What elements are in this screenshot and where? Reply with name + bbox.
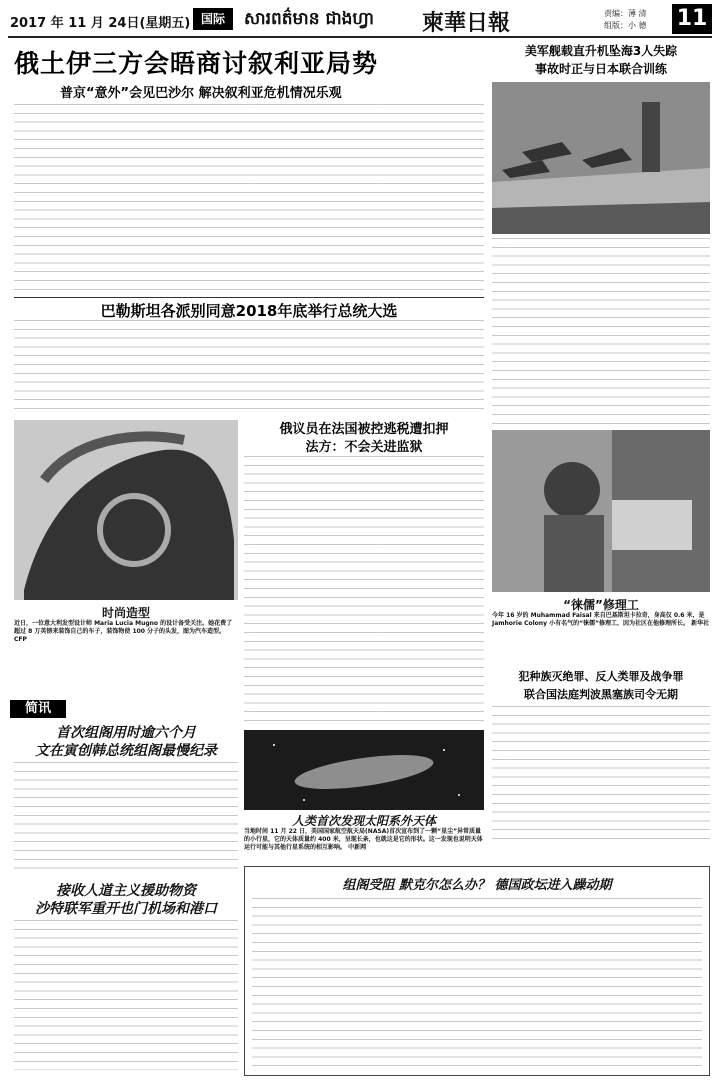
tribunal-headline-2: 联合国法庭判波黑塞族司令无期 bbox=[524, 688, 678, 701]
court-headline-2: 法方：不会关进监狱 bbox=[305, 440, 423, 455]
paper-name: 柬華日報 bbox=[422, 10, 511, 36]
korea-headline-2: 文在寅创韩总统组阁最慢纪录 bbox=[35, 743, 217, 759]
korea-headline-1: 首次组阁用时逾六个月 bbox=[56, 725, 196, 741]
space-photo-caption bbox=[244, 828, 484, 852]
lead-headline: 俄土伊三方会晤商讨叙利亚局势 bbox=[14, 49, 379, 78]
lead-subheadline: 普京“意外”会见巴沙尔 解决叙利亚危机情况乐观 bbox=[60, 86, 342, 101]
editor-1: 责编：薄 清 bbox=[604, 9, 647, 18]
saudi-headline-2: 沙特联军重开也门机场和港口 bbox=[35, 901, 217, 917]
repair-credit: 新华社 bbox=[691, 620, 710, 627]
fashion-credit: CFP bbox=[14, 636, 27, 643]
repair-caption-text: 今年 16 岁的 Muhammad Faisal 来自巴基斯坦卡拉奇，身高仅 0.6 米，是 Jamhorie Colony 小有名气的“徕儒”修理工，因为社区在他修理所长。 bbox=[492, 612, 705, 627]
tribunal-headline-1: 犯种族灭绝罪、反人类罪及战争罪 bbox=[518, 670, 684, 683]
saudi-headline-1: 接收人道主义援助物资 bbox=[56, 883, 196, 899]
tribunal-body-text bbox=[492, 706, 710, 846]
space-credit: 中新网 bbox=[348, 844, 367, 851]
editor-2: 组版：小 德 bbox=[604, 21, 647, 30]
space-object-photo bbox=[244, 730, 484, 810]
repair-boy-photo bbox=[492, 430, 710, 592]
court-headline-1: 俄议员在法国被控逃税遭扣押 bbox=[279, 422, 449, 437]
editors bbox=[604, 8, 647, 32]
issue-date: 2017 年 11 月 24日(星期五) bbox=[10, 16, 191, 31]
fashion-photo-caption bbox=[14, 620, 238, 644]
fashion-photo-title: 时尚造型 bbox=[101, 606, 150, 620]
palestine-body-text bbox=[14, 320, 484, 415]
space-photo-title: 人类首次发现太阳系外天体 bbox=[291, 814, 436, 828]
korea-body-text bbox=[14, 762, 238, 872]
court-body-text bbox=[244, 456, 484, 728]
germany-body-text bbox=[252, 898, 702, 1070]
section-label: 国际 bbox=[193, 8, 233, 30]
space-caption-text: 当地时间 11 月 22 日，美国国家航空航天局(NASA)首次宣布到了一颗“星尘”异常质量的小行星，它的天体质量约 400 米，呈现长条，也就这是它的形状。这一发现也说明天体运行可能与其他行星系统的相互影响。 bbox=[244, 828, 483, 851]
lead-body-text bbox=[14, 104, 484, 294]
repair-photo-title: “徕儒”修理工 bbox=[563, 598, 639, 612]
fashion-car-photo bbox=[14, 420, 238, 600]
us-navy-headline-2: 事故时正与日本联合训练 bbox=[534, 62, 667, 76]
germany-headline: 组阁受阻 默克尔怎么办？ 德国政坛进入躁动期 bbox=[342, 878, 612, 893]
repair-photo-caption bbox=[492, 612, 710, 628]
khmer-title: សារពត៌មាន ជាងហ្វា bbox=[244, 9, 375, 29]
fashion-caption-text: 近日，一位意大利发型设计师 Maria Lucia Mugno 的设计备受关注。她花费了超过 8 万英镑来装饰自己的车子，装饰物使 100 分子的头发，图为汽车造型。 bbox=[14, 620, 233, 635]
masthead bbox=[8, 4, 712, 38]
palestine-headline: 巴勒斯坦各派别同意2018年底举行总统大选 bbox=[100, 302, 398, 320]
us-navy-headline-1: 美军舰载直升机坠海3人失踪 bbox=[524, 44, 678, 58]
divider bbox=[14, 297, 484, 298]
us-navy-body-text bbox=[492, 238, 710, 426]
aircraft-carrier-photo bbox=[492, 82, 710, 234]
briefs-label: 简讯 bbox=[10, 700, 66, 718]
saudi-body-text bbox=[14, 920, 238, 1070]
page-number: 11 bbox=[672, 4, 712, 34]
